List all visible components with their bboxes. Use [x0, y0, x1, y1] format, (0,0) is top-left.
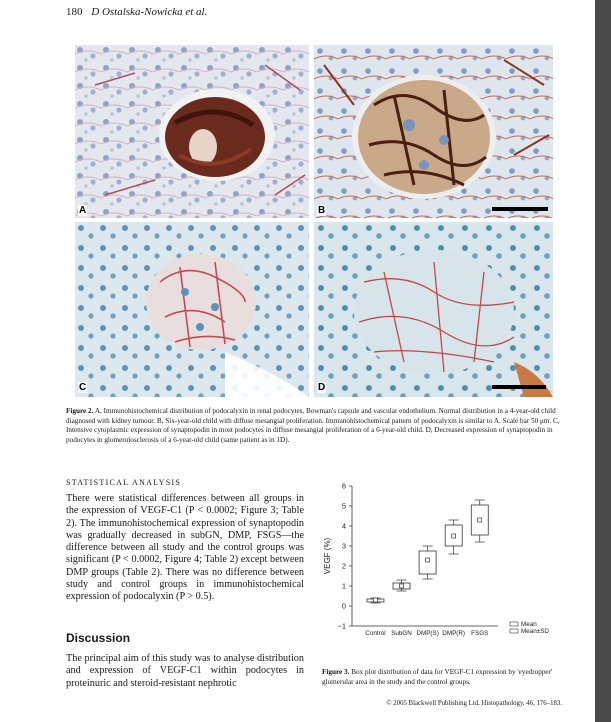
- legend-mean-label: Mean: [521, 621, 537, 628]
- micrograph-d: [314, 222, 553, 397]
- y-tick-label: 0: [341, 601, 346, 611]
- page-footer: © 2005 Blackwell Publishing Ltd, Histopathology, 46, 176–183.: [386, 700, 562, 707]
- x-tick-label: DMP(R): [442, 630, 466, 637]
- legend-sd-label: Mean±SD: [521, 628, 549, 635]
- running-header: [66, 6, 207, 18]
- panel-label-c: C: [79, 382, 87, 393]
- figure-2-label: Figure 2.: [66, 407, 94, 415]
- figure-3-caption: [322, 668, 562, 687]
- page-number: 180: [66, 6, 83, 18]
- micrograph-a: [75, 45, 309, 218]
- y-tick-label: −1: [337, 621, 346, 631]
- micrograph-c: [75, 222, 309, 397]
- y-tick-label: 5: [341, 501, 346, 511]
- statistical-analysis-heading: STATISTICAL ANALYSIS: [66, 478, 182, 487]
- y-tick-label: 1: [341, 581, 346, 591]
- box-plot-svg: [320, 478, 560, 664]
- micrograph-b: [314, 45, 553, 218]
- discussion-heading: Discussion: [66, 631, 131, 645]
- mean-marker: [373, 598, 377, 602]
- legend-mean-swatch: [510, 622, 518, 626]
- mean-marker: [452, 534, 456, 538]
- figure-3-label: Figure 3.: [322, 668, 350, 676]
- panel-label-a: A: [79, 205, 87, 216]
- x-tick-label: Control: [365, 630, 386, 637]
- figure-2-caption: [66, 407, 562, 445]
- y-tick-label: 2: [341, 561, 346, 571]
- running-authors: D Ostalska-Nowicka et al.: [91, 6, 208, 18]
- y-tick-label: 3: [341, 541, 346, 551]
- vegf-box-plot: [320, 478, 560, 664]
- figure-2-text: A, Immunohistochemical distribution of podocalyxin in renal podocytes, Bowman's capsule and vascular endothelium. Normal distribution in a 4-year-old child diagnosed with kidney tumour. B, Six-year-old child with diffuse mesangial proliferation. Immunohistochemical pattern of podocalyxin is similar to A. Scale bar 50 μm. C, Intensive cytoplasmic expression of synaptopodin in most podocytes in diffuse mesangial proliferation of a 6-year-old child. D, Decreased expression of synaptopodin in podocytes in glomerulosclerosis of a 6-year-old child (same patient as in 1D).: [66, 407, 560, 444]
- x-tick-label: FSGS: [471, 630, 489, 637]
- y-axis-label: VEGF (%): [323, 537, 332, 575]
- panel-label-b: B: [318, 205, 326, 216]
- page-edge-bar: [595, 0, 611, 722]
- legend-sd-swatch: [510, 629, 518, 633]
- discussion-paragraph: The principal aim of this study was to analyse distribution and expression of VEGF-C1 within podocytes in proteinuric and steroid-resistant nephrotic: [66, 653, 304, 689]
- x-tick-label: SubGN: [391, 630, 412, 637]
- mean-marker: [478, 518, 482, 522]
- mean-marker: [426, 558, 430, 562]
- y-tick-label: 4: [341, 521, 346, 531]
- y-tick-label: 6: [341, 481, 346, 491]
- box-dmp-s-: [419, 551, 436, 574]
- statistical-analysis-paragraph: There were statistical differences between all groups in the expression of VEGF-C1 (P < 0.0002; Figure 3; Table 2). The immunohistochemical expression of synaptopodin was gradually decreased in subGN, DMP, FSGS—the difference between all study and the control groups was significant (P < 0.0002, Figure 4; Table 2) except between DMP groups (Table 2). There was no difference between study and control groups in immunohistochemical expression of podocalyxin (P > 0.5).: [66, 493, 304, 603]
- x-tick-label: DMP(S): [416, 630, 439, 637]
- panel-label-d: D: [318, 382, 326, 393]
- mean-marker: [400, 584, 404, 588]
- figure-3-text: Box plot distribution of data for VEGF-C1 expression by 'eyedropper' glomerular area in the study and the control groups.: [322, 668, 553, 686]
